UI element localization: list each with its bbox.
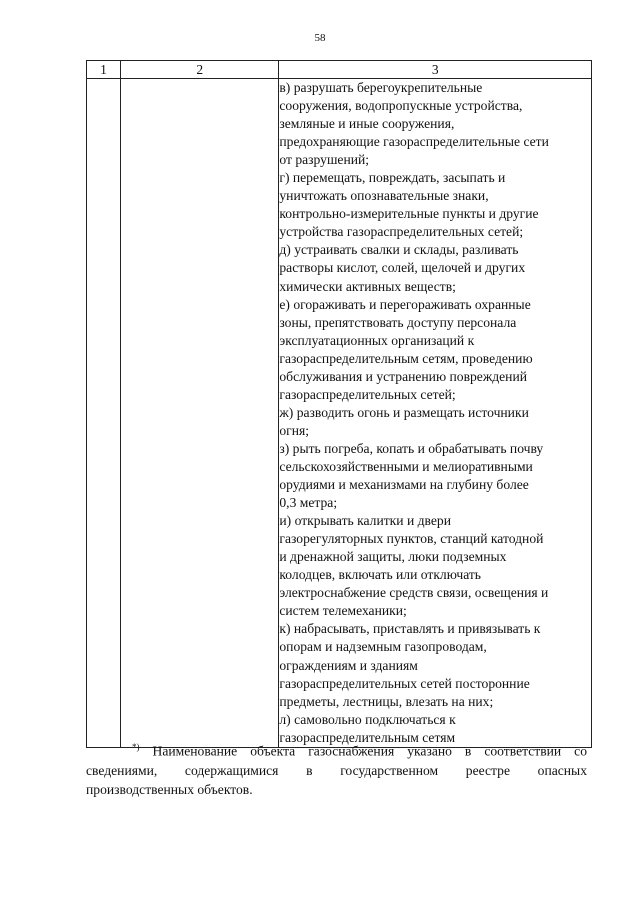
header-col-1: 1	[87, 61, 121, 79]
text-line: ограждениям и зданиям	[279, 657, 418, 673]
text-line: л) самовольно подключаться к	[279, 711, 456, 727]
text-line: контрольно-измерительные пункты и другие	[279, 206, 539, 222]
text-line: и) открывать калитки и двери	[279, 513, 451, 529]
text-line: растворы кислот, солей, щелочей и других	[279, 260, 526, 276]
text-line: электроснабжение средств связи, освещения и	[279, 585, 549, 601]
text-line: д) устраивать свалки и склады, разливать	[279, 242, 519, 258]
text-line: газораспределительным сетям	[279, 729, 456, 745]
requirements-table	[86, 60, 592, 748]
text-line: предметы, лестницы, влезать на них;	[279, 693, 494, 709]
text-line: зоны, препятствовать доступу персонала	[279, 314, 517, 330]
text-line: орудиями и механизмами на глубину более	[279, 477, 529, 493]
text-line: химически активных веществ;	[279, 278, 456, 294]
table-header-row	[87, 61, 592, 79]
text-line: газораспределительным сетям, проведению	[279, 350, 533, 366]
text-line: сооружения, водопропускные устройства,	[279, 98, 523, 114]
text-line: и дренажной защиты, люки подземных	[279, 549, 507, 565]
cell-col-3	[279, 79, 592, 748]
text-line: от разрушений;	[279, 152, 370, 168]
header-col-3: 3	[279, 61, 592, 79]
page-number: 58	[314, 32, 326, 44]
restrictions-list	[279, 79, 591, 747]
text-line: уничтожать опознавательные знаки,	[279, 188, 489, 204]
text-line: е) огораживать и перегораживать охранные	[279, 296, 531, 312]
table-row	[87, 79, 592, 748]
text-line: ж) разводить огонь и размещать источники	[279, 404, 529, 420]
text-line: колодцев, включать или отключать	[279, 567, 482, 583]
footnote-text-1: Наименование объекта газоснабжения указано в соответствии со	[152, 743, 587, 759]
text-line: сельскохозяйственными и мелиоративными	[279, 458, 533, 474]
text-line: эксплуатационных организаций к	[279, 332, 475, 348]
footnote-line-3: производственных объектов.	[86, 781, 253, 797]
text-line: огня;	[279, 422, 310, 438]
footnote-line-2: сведениями, содержащимися в государственном реестре опасных	[86, 762, 587, 778]
footnote-marker: *)	[132, 742, 140, 752]
text-line: систем телемеханики;	[279, 603, 407, 619]
text-line: газорегуляторных пунктов, станций катодной	[279, 531, 544, 547]
text-line: газораспределительных сетей посторонние	[279, 675, 530, 691]
text-line: г) перемещать, повреждать, засыпать и	[279, 170, 506, 186]
cell-col-1	[87, 79, 121, 748]
text-line: к) набрасывать, приставлять и привязывать к	[279, 621, 541, 637]
text-line: земляные и иные сооружения,	[279, 116, 455, 132]
cell-col-2	[121, 79, 279, 748]
footnote-line-1	[86, 738, 587, 761]
footnote	[86, 738, 587, 799]
text-line: предохраняющие газораспределительные сети	[279, 134, 549, 150]
text-line: обслуживания и устранению повреждений	[279, 368, 528, 384]
text-line: опорам и надземным газопроводам,	[279, 639, 487, 655]
text-line: в) разрушать берегоукрепительные	[279, 80, 483, 95]
header-col-2: 2	[121, 61, 279, 79]
text-line: з) рыть погреба, копать и обрабатывать почву	[279, 440, 544, 456]
text-line: устройства газораспределительных сетей;	[279, 224, 524, 240]
text-line: 0,3 метра;	[279, 495, 338, 511]
text-line: газораспределительных сетей;	[279, 386, 456, 402]
